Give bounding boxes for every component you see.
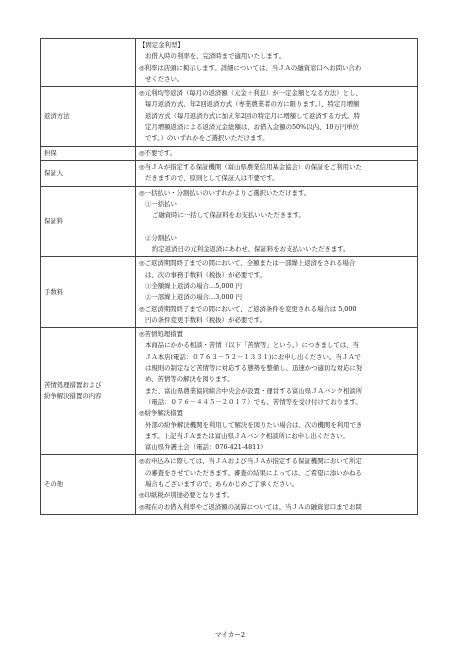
row-label bbox=[41, 39, 136, 87]
content-line: ①全額繰上返済の場合…5,000 円 bbox=[145, 281, 243, 290]
content-line: ◎不要です。 bbox=[139, 148, 177, 157]
row-content bbox=[136, 160, 418, 186]
content-line: 返済方式（毎月返済方式に加え年2回の特定月に増額して返済する方式。特 bbox=[145, 111, 360, 120]
content-line: は規則の制定など苦情等に対応する態勢を整備し、迅速かつ適切な対応に努 bbox=[145, 364, 363, 373]
table-row bbox=[41, 455, 418, 514]
content-line: 本商品にかかる相談・苦情（以下「苦情等」という。）につきましては、当 bbox=[145, 341, 359, 350]
content-line: せください。 bbox=[145, 74, 184, 83]
row-content bbox=[136, 257, 418, 328]
row-content bbox=[136, 146, 418, 160]
content-line: 円の条件変更手数料（税抜）が必要です。 bbox=[145, 315, 266, 324]
content-line: ◎苦情処理措置 bbox=[139, 330, 183, 339]
content-line: ◎お申込みに際しては、当ＪＡおよび当ＪＡが指定する保証機関において所定 bbox=[139, 457, 362, 466]
content-line: ◎ご返済期間終了までの間において、ご返済条件を変更される場合は 5,000 bbox=[139, 304, 357, 313]
content-line: ます。上記当ＪＡまたは富山県ＪＡバンク相談所にお申し出ください。 bbox=[145, 431, 349, 440]
content-line: 定月増額返済による返済元金総額は、お借入金額の50%以内、10万円単位 bbox=[145, 123, 360, 132]
content-line: （電話：０７６－４４５－２０１７）でも、苦情等を受け付けております。 bbox=[145, 397, 362, 406]
content-line: ①一括払い bbox=[145, 199, 177, 208]
table-row bbox=[41, 39, 418, 87]
content-line: ◎当ＪＡが指定する保証機関（富山県農業信用基金協会）の保証をご利用いた bbox=[139, 162, 362, 171]
row-label: 担保 bbox=[41, 146, 136, 160]
content-line: 約定返済日の元利金返済にあわせ、保証料をお支払いいただきます。 bbox=[152, 245, 350, 254]
content-line: ◎ご返済期間終了までの間において、全額または一部繰上返済をされる場合 bbox=[139, 259, 356, 268]
content-line: です。）のいずれかをご選択いただけます。 bbox=[145, 134, 269, 143]
content-line: 富山県弁護士会（電話：076-421-4811） bbox=[145, 443, 267, 452]
content-line: ◎現在のお借入利率やご返済額の試算については、当ＪＡの融資窓口までお問 bbox=[139, 502, 362, 511]
content-line: は、次の事務手数料（税抜）が必要です。 bbox=[145, 270, 266, 279]
table-row bbox=[41, 146, 418, 160]
page-footer: マイカー2 bbox=[214, 631, 246, 639]
table-row bbox=[41, 257, 418, 328]
row-content bbox=[136, 186, 418, 257]
content-line: また、富山県農業協同組合中央会が設置・運営する富山県ＪＡバンク相談所 bbox=[145, 386, 363, 395]
row-label: 苦情処理措置および 紛争解決措置の内容 bbox=[41, 328, 136, 455]
content-line: 場合もございますので、あらかじめご了承ください。 bbox=[145, 479, 299, 488]
content-line: お借入時の利率を、完済時まで適用いたします。 bbox=[145, 52, 286, 61]
row-label: 手数料 bbox=[41, 257, 136, 328]
row-label: 返済方法 bbox=[41, 87, 136, 146]
content-line: ご融資時に一括して保証料をお支払いいただきます。 bbox=[152, 211, 305, 220]
content-line: の審査をさせていただきます。審査の結果によっては、ご希望に添いかねる bbox=[145, 468, 362, 477]
content-line: ◎紛争解決措置 bbox=[139, 409, 183, 418]
content-line: ◎印紙税が別途必要となります。 bbox=[139, 491, 234, 500]
content-line: ◎一括払い・分割払いのいずれかよりご選択いただけます。 bbox=[139, 188, 311, 197]
content-line: ②一部繰上返済の場合…3,000 円 bbox=[145, 293, 243, 302]
row-label: 保証料 bbox=[41, 186, 136, 257]
content-line: ②分割払い bbox=[145, 233, 177, 242]
row-content bbox=[136, 87, 418, 146]
content-line: 毎月返済方式、年2回返済方式（専業農業者の方に限ります。）、特定月増額 bbox=[145, 100, 360, 109]
content-line: ＪＡ本店(電話：０７６３－５２－１３３１)にお申し出ください。当ＪＡで bbox=[145, 352, 361, 361]
content-line: 外部の紛争解決機関を利用して解決を図りたい場合は、次の機関を利用でき bbox=[145, 420, 363, 429]
row-label: 保証人 bbox=[41, 160, 136, 186]
content-line bbox=[139, 221, 414, 232]
product-info-table bbox=[40, 38, 418, 515]
content-line: ◎元利均等返済（毎月の返済額（元金＋利息）が一定金額となる方法）とし、 bbox=[139, 89, 362, 98]
content-line: ◎利率は店頭に掲示します。詳細については、当ＪＡの融資窓口へお問い合わ bbox=[139, 63, 362, 72]
row-content bbox=[136, 328, 418, 455]
row-label: その他 bbox=[41, 455, 136, 514]
table-row bbox=[41, 160, 418, 186]
content-line: だきますので、原則として保証人は不要です。 bbox=[145, 174, 279, 183]
table-row bbox=[41, 328, 418, 455]
row-content bbox=[136, 39, 418, 87]
content-line: め、苦情等の解決を図ります。 bbox=[145, 375, 234, 384]
table-row bbox=[41, 186, 418, 257]
content-line: 【固定金利型】 bbox=[139, 41, 184, 49]
table-row bbox=[41, 87, 418, 146]
row-content bbox=[136, 455, 418, 514]
